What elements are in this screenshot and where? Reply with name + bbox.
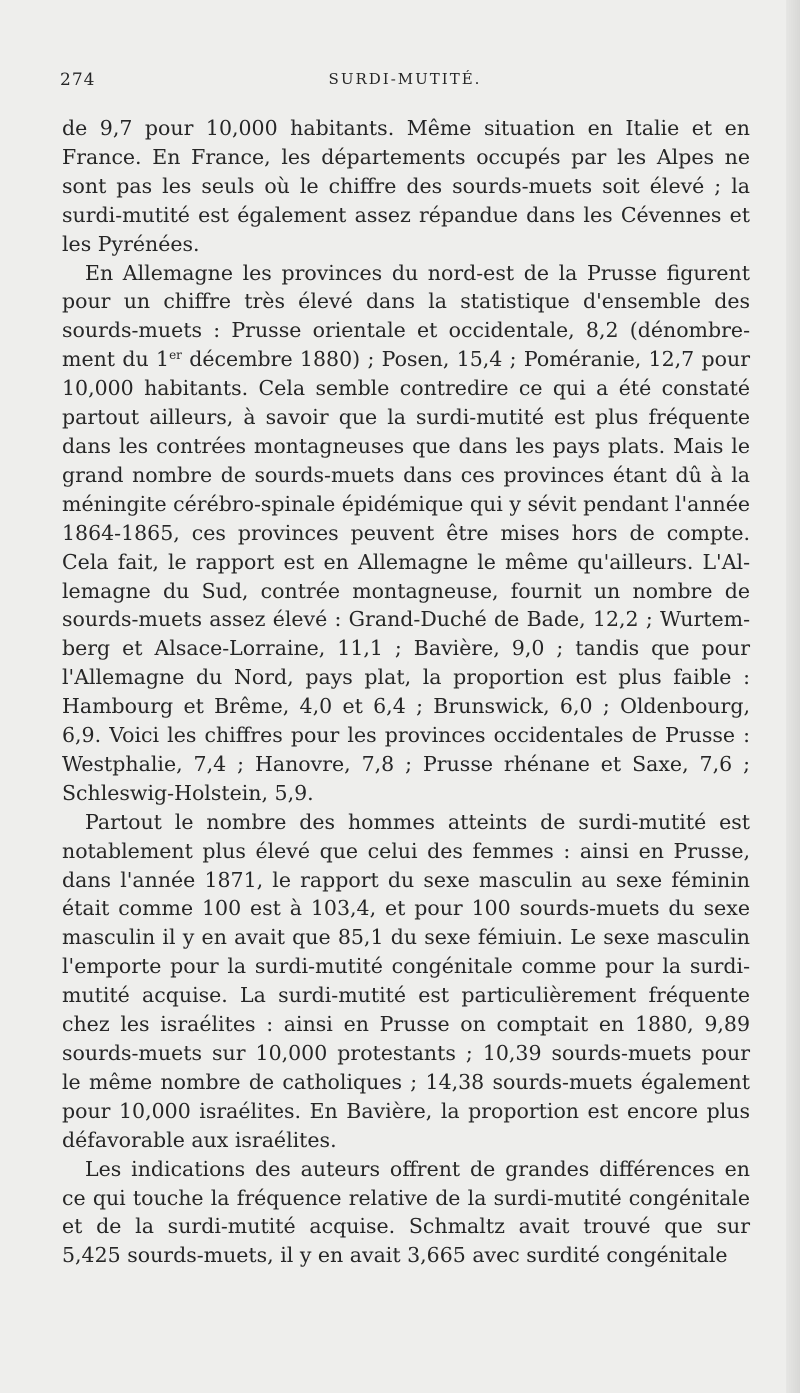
page-number: 274 xyxy=(60,70,96,90)
paragraph: Partout le nombre des hommes atteints de surdi-mutité est notablement plus élevé que celui des femmes : ainsi en Prusse, dans l'année 1871, le rapport du sexe masculin au sexe féminin était comme 100 est à 103,4, et pour 100 sourds-muets du sexe masculin il y en avait que 85,1 du sexe fémiuin. Le sexe masculin l'emporte pour la surdi-mutité congénitale comme pour la surdi-mutité acquise. La surdi-mutité est particulièrement fréquente chez les israélites : ainsi en Prusse on comptait en 1880, 9,89 sourds-muets sur 10,000 protestants ; 10,39 sourds-muets pour le même nombre de catholiques ; 14,38 sourds-muets également pour 10,000 israélites. En Bavière, la proportion est encore plus défavorable aux israélites. xyxy=(62,809,750,1152)
paragraph: Les indications des auteurs offrent de grandes différences en ce qui touche la fréquence relative de la surdi-mutité congénitale et de la surdi-mutité acquise. Schmaltz avait trouvé que sur 5,425 sourds-muets, il y en avait 3,665 avec surdité congénitale xyxy=(62,1156,750,1268)
paragraph-text: En Allemagne les provinces du nord-est de la Prusse figurent pour un chiffre très élevé dans la statistique d'ensemble des sourds-muets : Prusse orientale et occidentale, 8,2 (dénombrement du 1 xyxy=(62,260,750,372)
superscript: er xyxy=(169,348,182,363)
paragraph: de 9,7 pour 10,000 habitants. Même situation en Italie et en France. En France, les départements occupés par les Alpes ne sont pas les seuls où le chiffre des sourds-muets soit élevé ; la surdi-mutité est également assez répandue dans les Cévennes et les Pyrénées. xyxy=(62,116,750,256)
running-title: SURDI-MUTITÉ. xyxy=(328,70,482,88)
body-text xyxy=(62,114,750,1270)
paragraph xyxy=(62,259,750,808)
running-head xyxy=(60,70,750,100)
paragraph-text: décembre 1880) ; Posen, 15,4 ; Poméranie, 12,7 pour 10,000 habitants. Cela semble contredire ce qui a été constaté partout ailleurs, à savoir que la surdi-mutité est plus fréquente dans les contrées montagneuses que dans les pays plats. Mais le grand nombre de sourds-muets dans ces provinces étant dû à la méningite cérébro-spinale épidémique qui y sévit pendant l'année 1864-1865, ces provinces peuvent être mises hors de compte. Cela fait, le rapport est en Allemagne le même qu'ailleurs. L'Allemagne du Sud, contrée montagneuse, fournit un nombre de sourds-muets assez élevé : Grand-Duché de Bade, 12,2 ; Wurtemberg et Alsace-Lorraine, 11,1 ; Bavière, 9,0 ; tandis que pour l'Allemagne du Nord, pays plat, la proportion est plus faible : Hambourg et Brême, 4,0 et 6,4 ; Brunswick, 6,0 ; Oldenbourg, 6,9. Voici les chiffres pour les provinces occidentales de Prusse : Westphalie, 7,4 ; Hanovre, 7,8 ; Prusse rhénane et Saxe, 7,6 ; Schleswig-Holstein, 5,9. xyxy=(62,347,750,805)
